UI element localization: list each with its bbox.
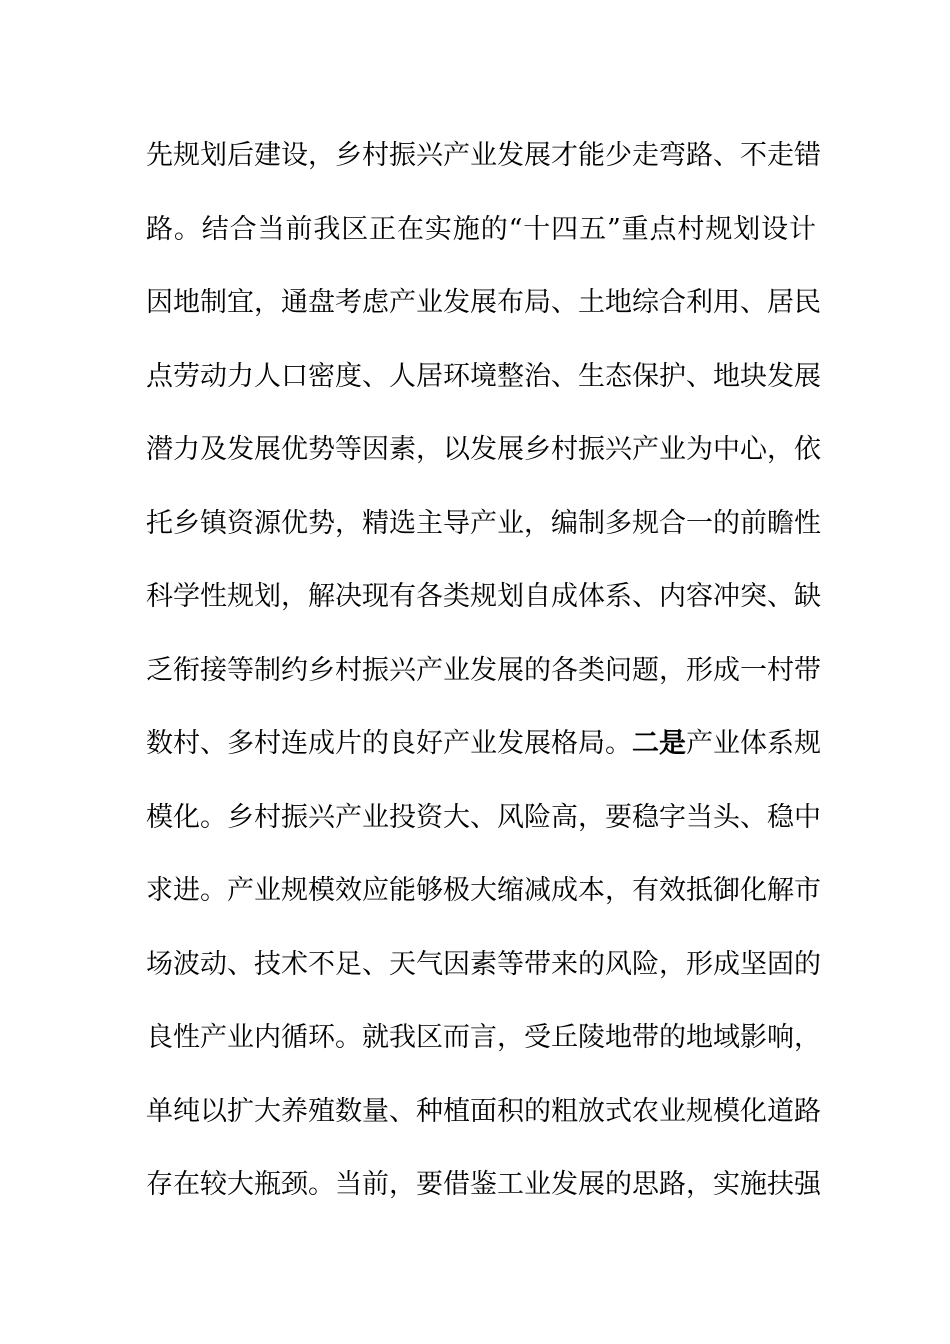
text-segment: 产业体系规 bbox=[686, 728, 821, 759]
text-line: 点劳动力人口密度、人居环境整治、生态保护、地块发展 bbox=[146, 360, 821, 392]
text-line: 单纯以扩大养殖数量、种植面积的粗放式农业规模化道路 bbox=[146, 1095, 821, 1127]
bold-point-marker: 二是 bbox=[632, 728, 686, 759]
text-line: 良性产业内循环。就我区而言，受丘陵地带的地域影响， bbox=[146, 1022, 821, 1053]
body-paragraph bbox=[146, 136, 821, 1239]
text-line: 存在较大瓶颈。当前，要借鉴工业发展的思路，实施扶强 bbox=[146, 1169, 821, 1200]
text-line: 因地制宜，通盘考虑产业发展布局、土地综合利用、居民 bbox=[146, 287, 821, 318]
text-line: 场波动、技术不足、天气因素等带来的风险，形成坚固的 bbox=[146, 948, 821, 980]
text-line-with-bold bbox=[146, 724, 821, 798]
text-line: 托乡镇资源优势，精选主导产业，编制多规合一的前瞻性 bbox=[146, 507, 821, 539]
text-line: 潜力及发展优势等因素，以发展乡村振兴产业为中心，依 bbox=[146, 434, 821, 465]
text-line: 乏衔接等制约乡村振兴产业发展的各类问题，形成一村带 bbox=[146, 654, 821, 686]
text-line: 求进。产业规模效应能够极大缩减成本，有效抵御化解市 bbox=[146, 875, 821, 906]
text-line: 模化。乡村振兴产业投资大、风险高，要稳字当头、稳中 bbox=[146, 801, 821, 833]
text-line: 科学性规划，解决现有各类规划自成体系、内容冲突、缺 bbox=[146, 581, 821, 612]
text-line: 先规划后建设，乡村振兴产业发展才能少走弯路、不走错 bbox=[146, 140, 821, 171]
text-line: 路。结合当前我区正在实施的“十四五”重点村规划设计 bbox=[146, 213, 816, 245]
text-segment: 数村、多村连成片的良好产业发展格局。 bbox=[146, 728, 632, 759]
